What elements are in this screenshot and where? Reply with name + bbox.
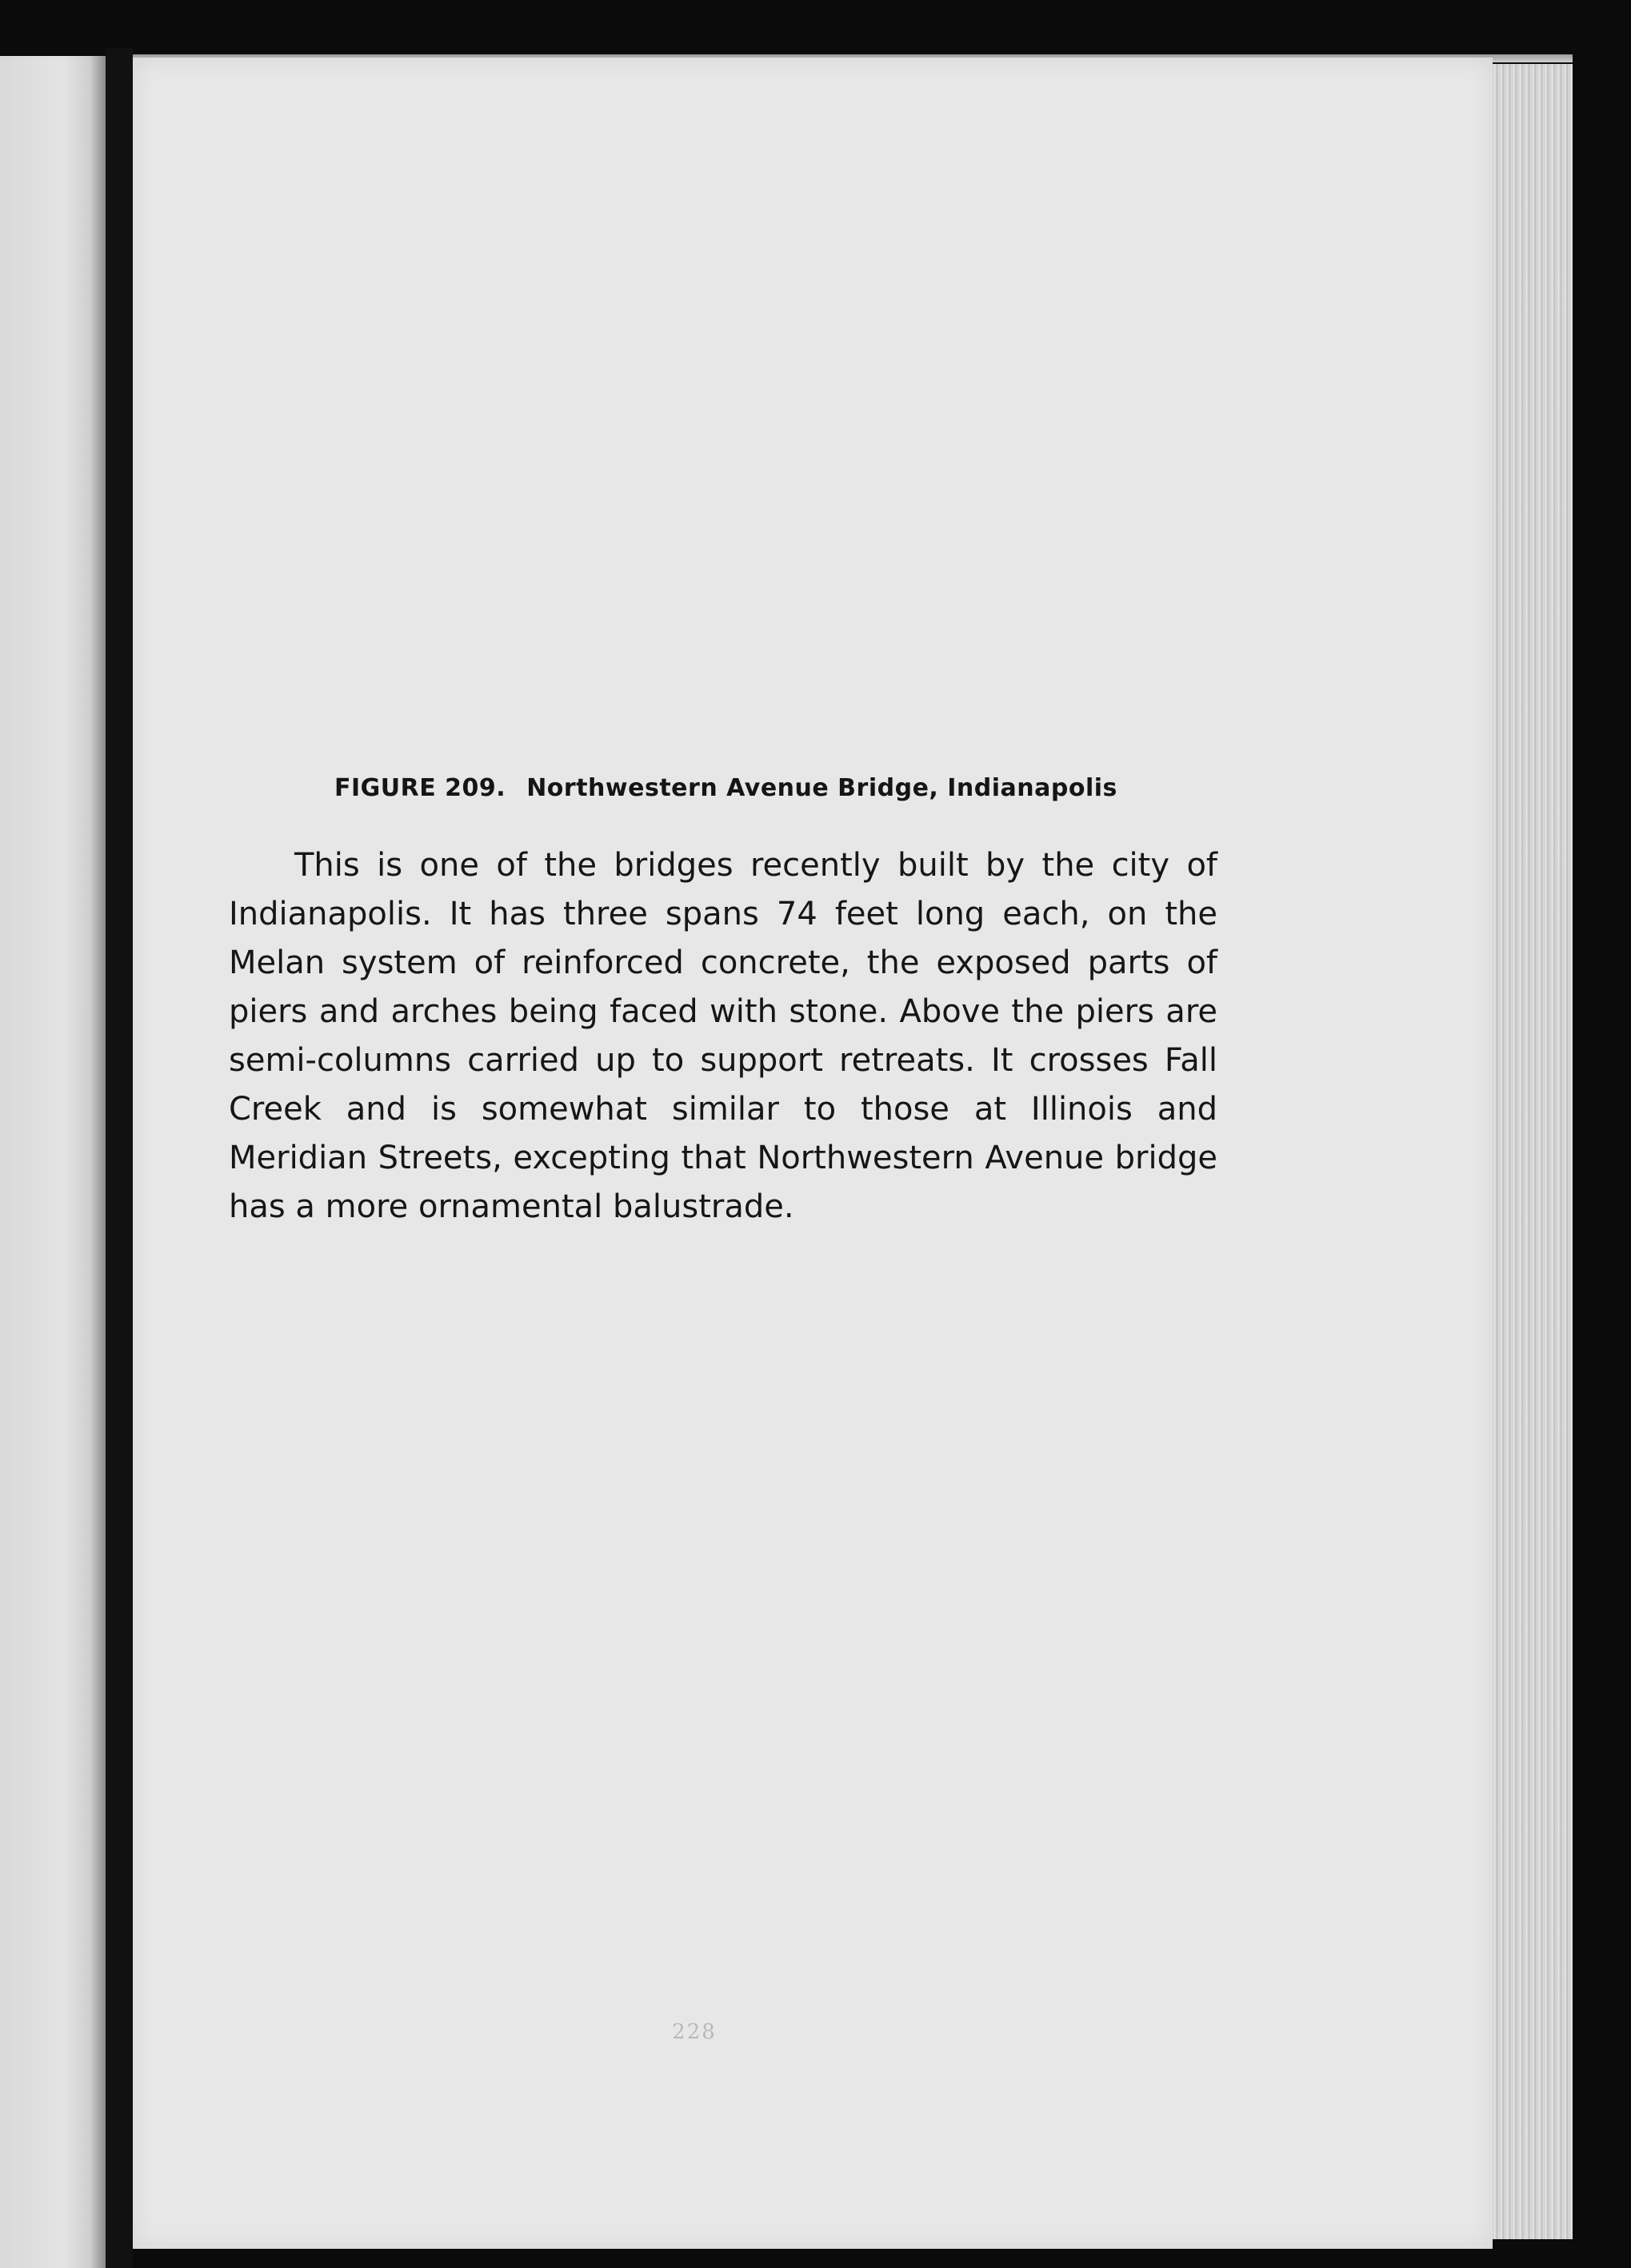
body-paragraph: This is one of the bridges recently built by the city of Indianapolis. It has three spans 74 feet long each, on the Melan system of reinforced concrete, the exposed parts of piers and arches being faced with stone. Above the piers are semi-columns carried up to support retreats. It crosses Fall Creek and is somewhat similar to those at Illinois and Meridian Streets, excepting that Northwestern Avenue bridge has a more ornamental balustrade. [229,847,1217,1225]
page-number: 228 [672,2020,717,2044]
figure-caption [334,774,1214,802]
figure-label: FIGURE 209. [334,774,506,802]
figure-title: Northwestern Avenue Bridge, Indianapolis [526,774,1117,802]
book-gutter [106,48,133,2268]
stacked-page-edges [1493,64,1573,2239]
scan-background-right [1573,64,1631,2268]
previous-page-edge [0,56,106,2268]
